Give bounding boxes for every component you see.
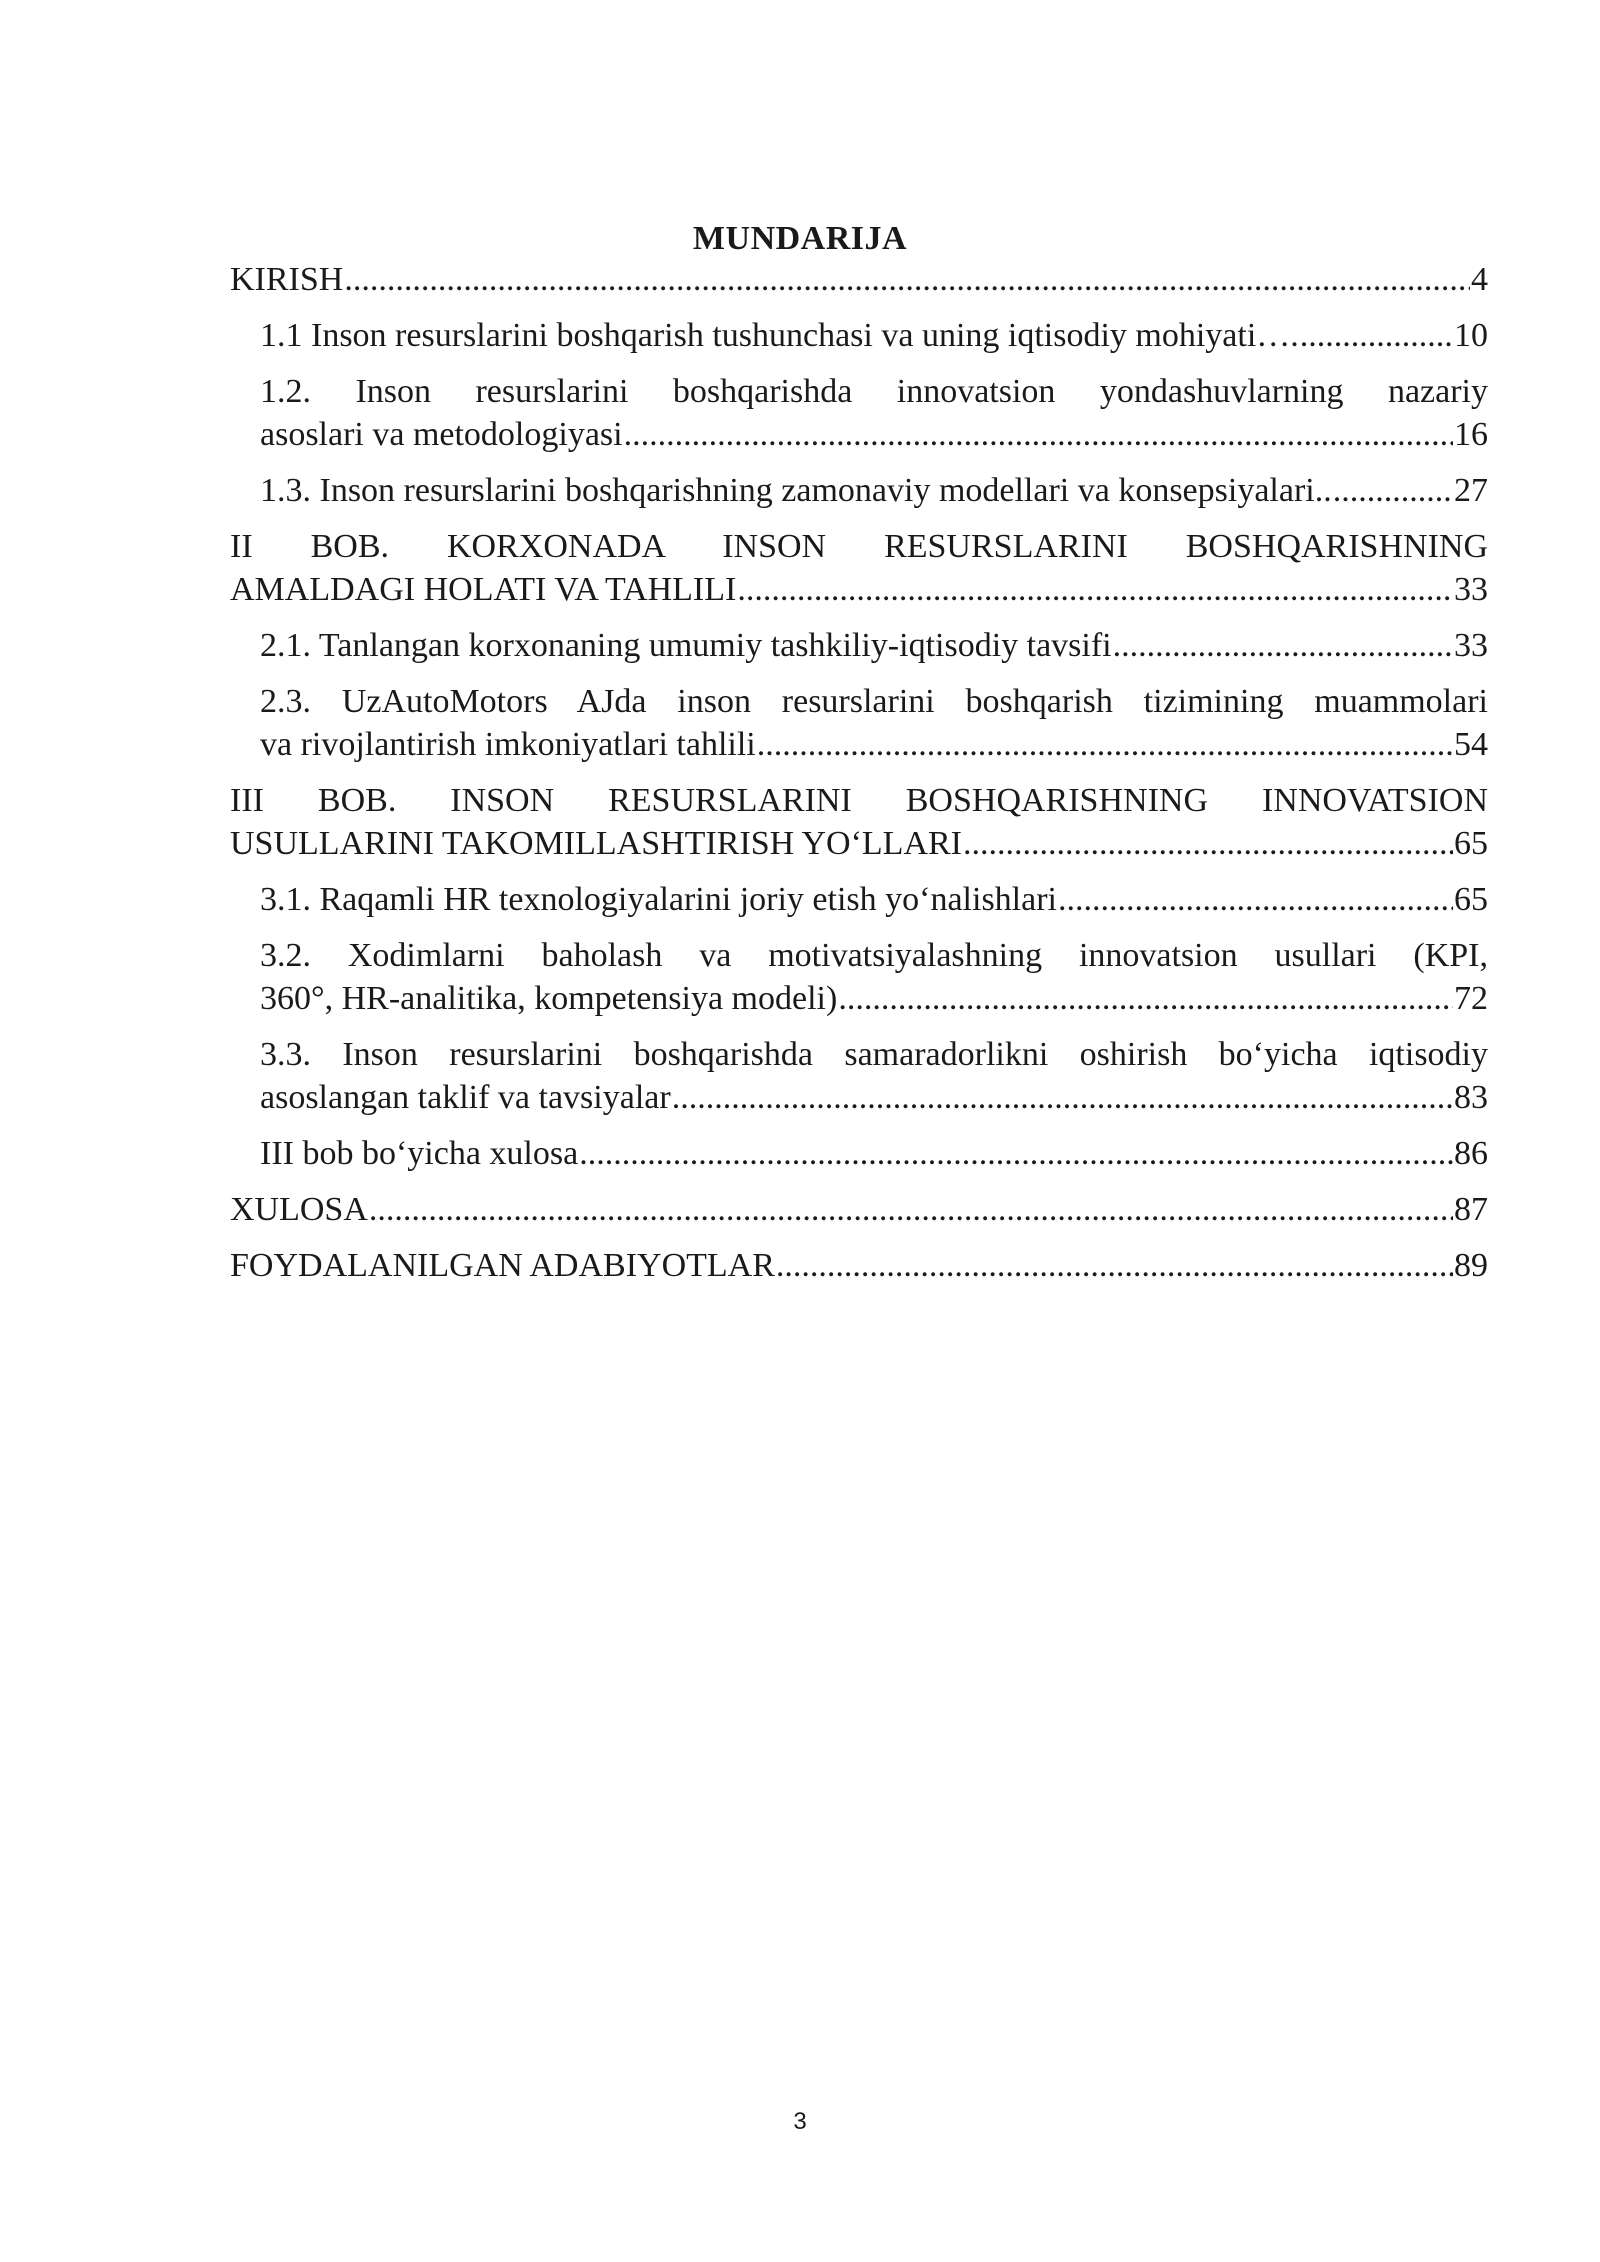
toc-entry-label: 1.1 Inson resurslarini boshqarish tushunchasi va uning iqtisodiy mohiyati…. — [260, 317, 1299, 354]
toc-entry-page: 86 — [1454, 1135, 1488, 1172]
toc-entry-page: 10 — [1454, 317, 1488, 354]
dot-leader — [757, 723, 1453, 766]
toc-entry[interactable] — [230, 314, 1488, 357]
toc-entry[interactable] — [230, 1188, 1488, 1231]
dot-leader — [963, 822, 1453, 865]
toc-entry-label: KIRISH — [230, 261, 344, 298]
dot-leader — [624, 413, 1453, 456]
page-number: 3 — [793, 2108, 807, 2135]
dot-leader — [776, 1244, 1453, 1287]
toc-entry-page: 33 — [1454, 571, 1488, 608]
dot-leader — [737, 568, 1453, 611]
dot-leader — [1058, 878, 1453, 921]
toc-entry[interactable] — [230, 1132, 1488, 1175]
toc-entry-leader-line — [260, 723, 1488, 766]
dot-leader — [1300, 314, 1453, 357]
toc-entry-page: 72 — [1454, 980, 1488, 1017]
toc-entry-label: XULOSA — [230, 1191, 368, 1228]
toc-entry[interactable] — [230, 1244, 1488, 1287]
toc-entry-page: 54 — [1454, 726, 1488, 763]
toc-entry[interactable] — [230, 525, 1488, 611]
toc-entry-page: 87 — [1454, 1191, 1488, 1228]
dot-leader — [1113, 624, 1453, 667]
toc-entry-label: 1.3. Inson resurslarini boshqarishning zamonaviy modellari va konsepsiyalari.. — [260, 472, 1332, 509]
table-of-contents — [230, 258, 1488, 1300]
toc-entry-page: 16 — [1454, 416, 1488, 453]
toc-entry[interactable] — [230, 934, 1488, 1020]
toc-entry-leader-line — [260, 878, 1488, 921]
toc-entry-label: USULLARINI TAKOMILLASHTIRISH YO‘LLARI — [230, 825, 962, 862]
toc-entry-leader-line — [260, 977, 1488, 1020]
toc-entry-leader-line — [260, 469, 1488, 512]
toc-entry-page: 89 — [1454, 1247, 1488, 1284]
dot-leader — [672, 1076, 1453, 1119]
toc-entry-page: 65 — [1454, 825, 1488, 862]
toc-entry[interactable] — [230, 680, 1488, 766]
toc-title: MUNDARIJA — [692, 220, 908, 257]
toc-entry-text-line: 3.3. Inson resurslarini boshqarishda samaradorlikni oshirish bo‘yicha iqtisodiy — [260, 1036, 1488, 1073]
dot-leader — [369, 1188, 1453, 1231]
toc-entry[interactable] — [230, 624, 1488, 667]
toc-entry-leader-line — [260, 624, 1488, 667]
dot-leader — [838, 977, 1453, 1020]
toc-entry-leader-line — [230, 568, 1488, 611]
toc-entry-label: 360°, HR-analitika, kompetensiya modeli) — [260, 980, 838, 1017]
toc-entry-page: 65 — [1454, 881, 1488, 918]
toc-entry-label: va rivojlantirish imkoniyatlari tahlili — [260, 726, 756, 763]
dot-leader — [1333, 469, 1453, 512]
toc-entry-leader-line — [260, 314, 1488, 357]
toc-entry[interactable] — [230, 370, 1488, 456]
toc-entry-label: 2.1. Tanlangan korxonaning umumiy tashkiliy-iqtisodiy tavsifi — [260, 627, 1112, 664]
toc-entry-page: 83 — [1454, 1079, 1488, 1116]
toc-entry-label: asoslari va metodologiyasi — [260, 416, 623, 453]
toc-entry-text-line: II BOB. KORXONADA INSON RESURSLARINI BOSHQARISHNING — [230, 528, 1488, 565]
toc-entry[interactable] — [230, 878, 1488, 921]
toc-entry-page: 4 — [1471, 261, 1488, 298]
toc-entry[interactable] — [230, 258, 1488, 301]
toc-entry[interactable] — [230, 1033, 1488, 1119]
toc-entry-leader-line — [260, 1076, 1488, 1119]
toc-entry-page: 27 — [1454, 472, 1488, 509]
toc-entry-text-line: 1.2. Inson resurslarini boshqarishda innovatsion yondashuvlarning nazariy — [260, 373, 1488, 410]
toc-entry-text-line: 2.3. UzAutoMotors AJda inson resurslarini boshqarish tizimining muammolari — [260, 683, 1488, 720]
dot-leader — [579, 1132, 1453, 1175]
toc-entry-text-line: 3.2. Xodimlarni baholash va motivatsiyalashning innovatsion usullari (KPI, — [260, 937, 1488, 974]
toc-entry-label: FOYDALANILGAN ADABIYOTLAR — [230, 1247, 775, 1284]
toc-entry-leader-line — [230, 1188, 1488, 1231]
toc-entry-leader-line — [230, 1244, 1488, 1287]
toc-entry-label: III bob bo‘yicha xulosa — [260, 1135, 579, 1172]
toc-entry-label: asoslangan taklif va tavsiyalar — [260, 1079, 671, 1116]
toc-entry-leader-line — [260, 1132, 1488, 1175]
toc-entry[interactable] — [230, 469, 1488, 512]
toc-entry-leader-line — [230, 258, 1488, 301]
dot-leader — [344, 258, 1470, 301]
toc-entry-label: 3.1. Raqamli HR texnologiyalarini joriy etish yo‘nalishlari — [260, 881, 1057, 918]
toc-entry-leader-line — [230, 822, 1488, 865]
toc-entry-text-line: III BOB. INSON RESURSLARINI BOSHQARISHNING INNOVATSION — [230, 782, 1488, 819]
toc-entry-leader-line — [260, 413, 1488, 456]
toc-entry-page: 33 — [1454, 627, 1488, 664]
toc-entry[interactable] — [230, 779, 1488, 865]
toc-entry-label: AMALDAGI HOLATI VA TAHLILI — [230, 571, 737, 608]
